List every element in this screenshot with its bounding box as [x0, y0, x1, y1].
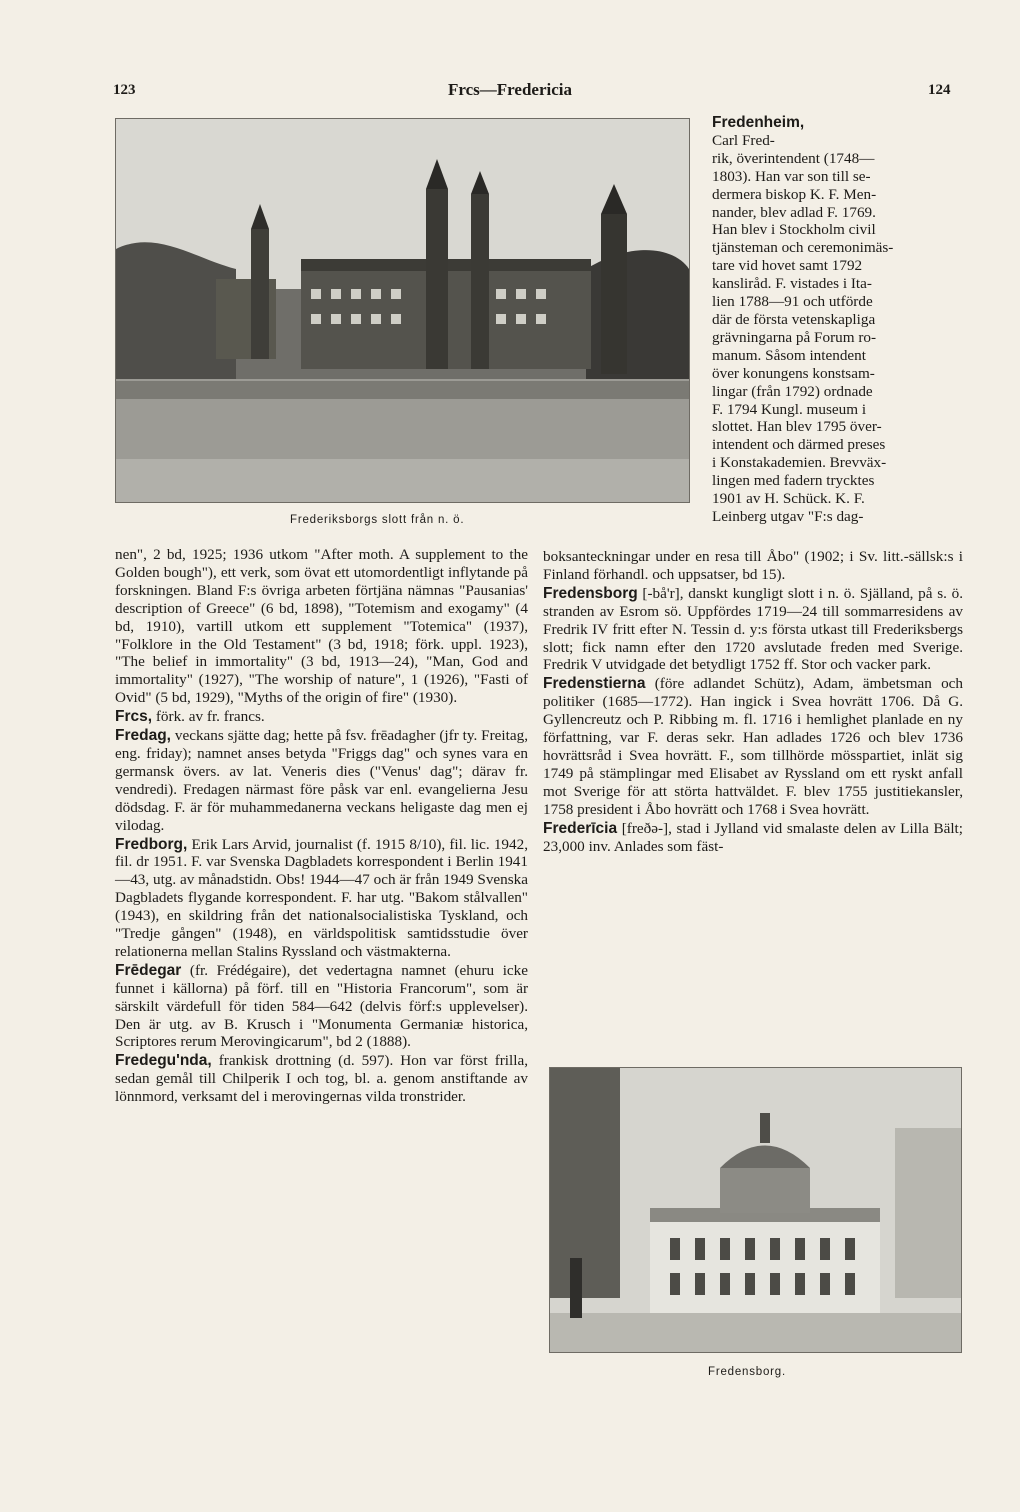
fredenheim-line: lingen med fadern trycktes: [712, 472, 875, 490]
entry-fredericia: [543, 820, 963, 856]
entry-text: (före adlandet Schütz), Adam, ämbetsman och politiker (1685—1772). Han ingick i Svea hovrätt 1706. Då G. Gyllencreutz och P. Ribbing m. fl. 1716 i hemlighet planlade en ny författning, var F. deras sekr. Han adlades 1726 och blev 1736 hovrättsråd i Svea hovrätt. F., som tillhörde mösspartiet, inlät sig 1749 på stämplingar med Elisabet av Ryssland om ett ryskt anfall mot Sverige för att störta hattväldet. F. blev 1755 justitiekansler, 1758 president i Åbo hovrätt och 1768 i Svea hovrätt.: [543, 675, 963, 818]
entry-text: (fr. Frédégaire), det vedertagna namnet (ehuru icke funnet i källorna) på förf. till en "Historia Francorum", som är särskilt värdefull för tiden 584—642 (delvis förf:s upplevelser). Den är utg. av B. Krusch i "Monumenta Germaniæ historica, Scriptores rerum Merovingicarum", bd 2 (1888).: [115, 961, 528, 1051]
entry-fredag: [115, 727, 528, 834]
fredenheim-line: tare vid hovet samt 1792: [712, 257, 863, 275]
fredenheim-line-0: Fredenheim, Carl Fred-: [712, 114, 965, 150]
running-title: Frcs—Fredericia: [448, 80, 572, 99]
entry-frcs: [115, 708, 528, 726]
fredensborg-photo: [549, 1067, 962, 1353]
continuation-paragraph: nen", 2 bd, 1925; 1936 utkom "After moth. A supplement to the Golden bough"), ett verk, som övat ett utomordentligt inflytande på forskningen. Bland F:s övriga arbeten förtjäna nämnas "Pausanias' description of Greece" (6 bd, 1898), "Totemism and exogamy" (4 bd, 1910), vartill utkom ett supplement "Totemica" (1937), "Folklore in the Old Testament" (3 bd, 1918; förk. uppl. 1923), "The belief in immortality" (3 bd, 1913—24), "Man, God and immortality" (1927), "The worship of nature", 1 (1926), "Fasti of Ovid" (5 bd, 1929), "Myths of the origin of fire" (1930).: [115, 546, 528, 707]
fredenheim-narrow-block: [712, 114, 965, 526]
right-column: [543, 548, 963, 855]
lemma: Fredenheim,: [712, 114, 805, 131]
fredenheim-line: grävningarna på Forum ro-: [712, 328, 877, 346]
fredenheim-line: över konungens konstsam-: [712, 364, 875, 382]
lemma: Frēdegar: [115, 961, 182, 979]
lemma: Fredegu'nda,: [115, 1052, 212, 1070]
lemma: Fredborg,: [115, 835, 188, 853]
figure-caption-bottom: Fredensborg.: [708, 1366, 786, 1378]
entry-fredborg: [115, 836, 528, 961]
fredenheim-line: rik, överintendent (1748—: [712, 149, 875, 167]
fredenheim-line: Han blev i Stockholm civil: [712, 221, 876, 239]
page-number-left: 123: [113, 82, 136, 98]
fredenheim-line: nander, blev adlad F. 1769.: [712, 203, 876, 221]
page-number-right: 124: [928, 82, 951, 98]
lemma: Frcs,: [115, 708, 153, 726]
fredenheim-continuation: boksanteckningar under en resa till Åbo" (1902; i Sv. litt.-sällsk:s i Finland förhandl. och uppsatser, bd 15).: [543, 548, 963, 583]
fredenheim-line: tjänsteman och ceremonimäs-: [712, 239, 894, 257]
entry-fredegar: [115, 962, 528, 1052]
lemma: Fredenstierna: [543, 675, 646, 693]
frederiksborg-photo: [115, 118, 690, 503]
figure-caption-top: Frederiksborgs slott från n. ö.: [290, 514, 465, 526]
entry-text: [freðə-], stad i Jylland vid smalaste delen av Lilla Bält; 23,000 inv. Anlades som fäst-: [543, 819, 963, 855]
fredenheim-line: lien 1788—91 och utförde: [712, 293, 873, 311]
fredenheim-line: F. 1794 Kungl. museum i: [712, 400, 867, 418]
entry-fredegunda: [115, 1052, 528, 1106]
entry-text: veckans sjätte dag; hette på fsv. frēadagher (jfr ty. Freitag, eng. friday); namnet anses betyda "Friggs dag" och synes vara en germansk övers. av lat. Veneris dies ("Venus' dag"; därav fr. vendredi). Fredagen närmast före påsk var enl. evangelierna Jesu dödsdag. F. är för muhammedanerna veckans heligaste dag men ej vilodag.: [115, 727, 528, 834]
entry-text: Erik Lars Arvid, journalist (f. 1915 8/10), fil. lic. 1942, fil. dr 1951. F. var Svenska Dagbladets korrespondent i Berlin 1941—43, utg. av månadstidn. Obs! 1944—47 och är från 1949 Svenska Dagbladets flygande korrespondent. F. har utg. "Bakom stålvallen" (1943), en skildring från det nationalsocialistiska Tyskland, och "Tredje gången" (1948), en världspolitisk samtidsstudie över relationerna mellan Stalins Ryssland och västmakterna.: [115, 835, 528, 960]
left-column: [115, 546, 528, 1106]
fredenheim-line: i Konstakademien. Brevväx-: [712, 454, 887, 472]
fredenheim-line: manum. Såsom intendent: [712, 346, 866, 364]
entry-fredenstierna: [543, 675, 963, 818]
entry-text: frankisk drottning (d. 597). Hon var först frilla, sedan gemål till Chilperik I och tog, bl. a. genom anstiftande av lönnmord, verksamt del i merovingernas vilda tronstrider.: [115, 1052, 528, 1106]
fredenheim-line: 1803). Han var son till se-: [712, 167, 871, 185]
lemma: Frederīcia: [543, 819, 618, 837]
fredenheim-line: slottet. Han blev 1795 över-: [712, 418, 882, 436]
fredenheim-line: kansliråd. F. vistades i Ita-: [712, 275, 872, 293]
entry-text: förk. av fr. francs.: [152, 708, 265, 726]
entry-text: [-bå'r], danskt kungligt slott i n. ö. Själland, på s. ö. stranden av Esrom sö. Uppfördes 1719—24 till sommarresidens av Fredrik IV fritt efter N. Tessin d. y:s första utkast till Frederiksbergs slott; fick namn efter den 1720 avslutade freden med Sverige. Fredrik V utvidgade det betydligt 1752 ff. Stor och vacker park.: [543, 584, 963, 674]
fredenheim-line: intendent och därmed preses: [712, 436, 886, 454]
fredenheim-line: Leinberg utgav "F:s dag-: [712, 507, 864, 525]
fredenheim-line: där de första vetenskapliga: [712, 310, 876, 328]
fredenheim-line: 1901 av H. Schück. K. F.: [712, 490, 865, 508]
lemma: Fredag,: [115, 727, 171, 745]
lemma: Fredensborg: [543, 584, 638, 602]
fredenheim-line: dermera biskop K. F. Men-: [712, 185, 877, 203]
fredenheim-line: lingar (från 1792) ordnade: [712, 382, 873, 400]
entry-fredensborg: [543, 585, 963, 675]
